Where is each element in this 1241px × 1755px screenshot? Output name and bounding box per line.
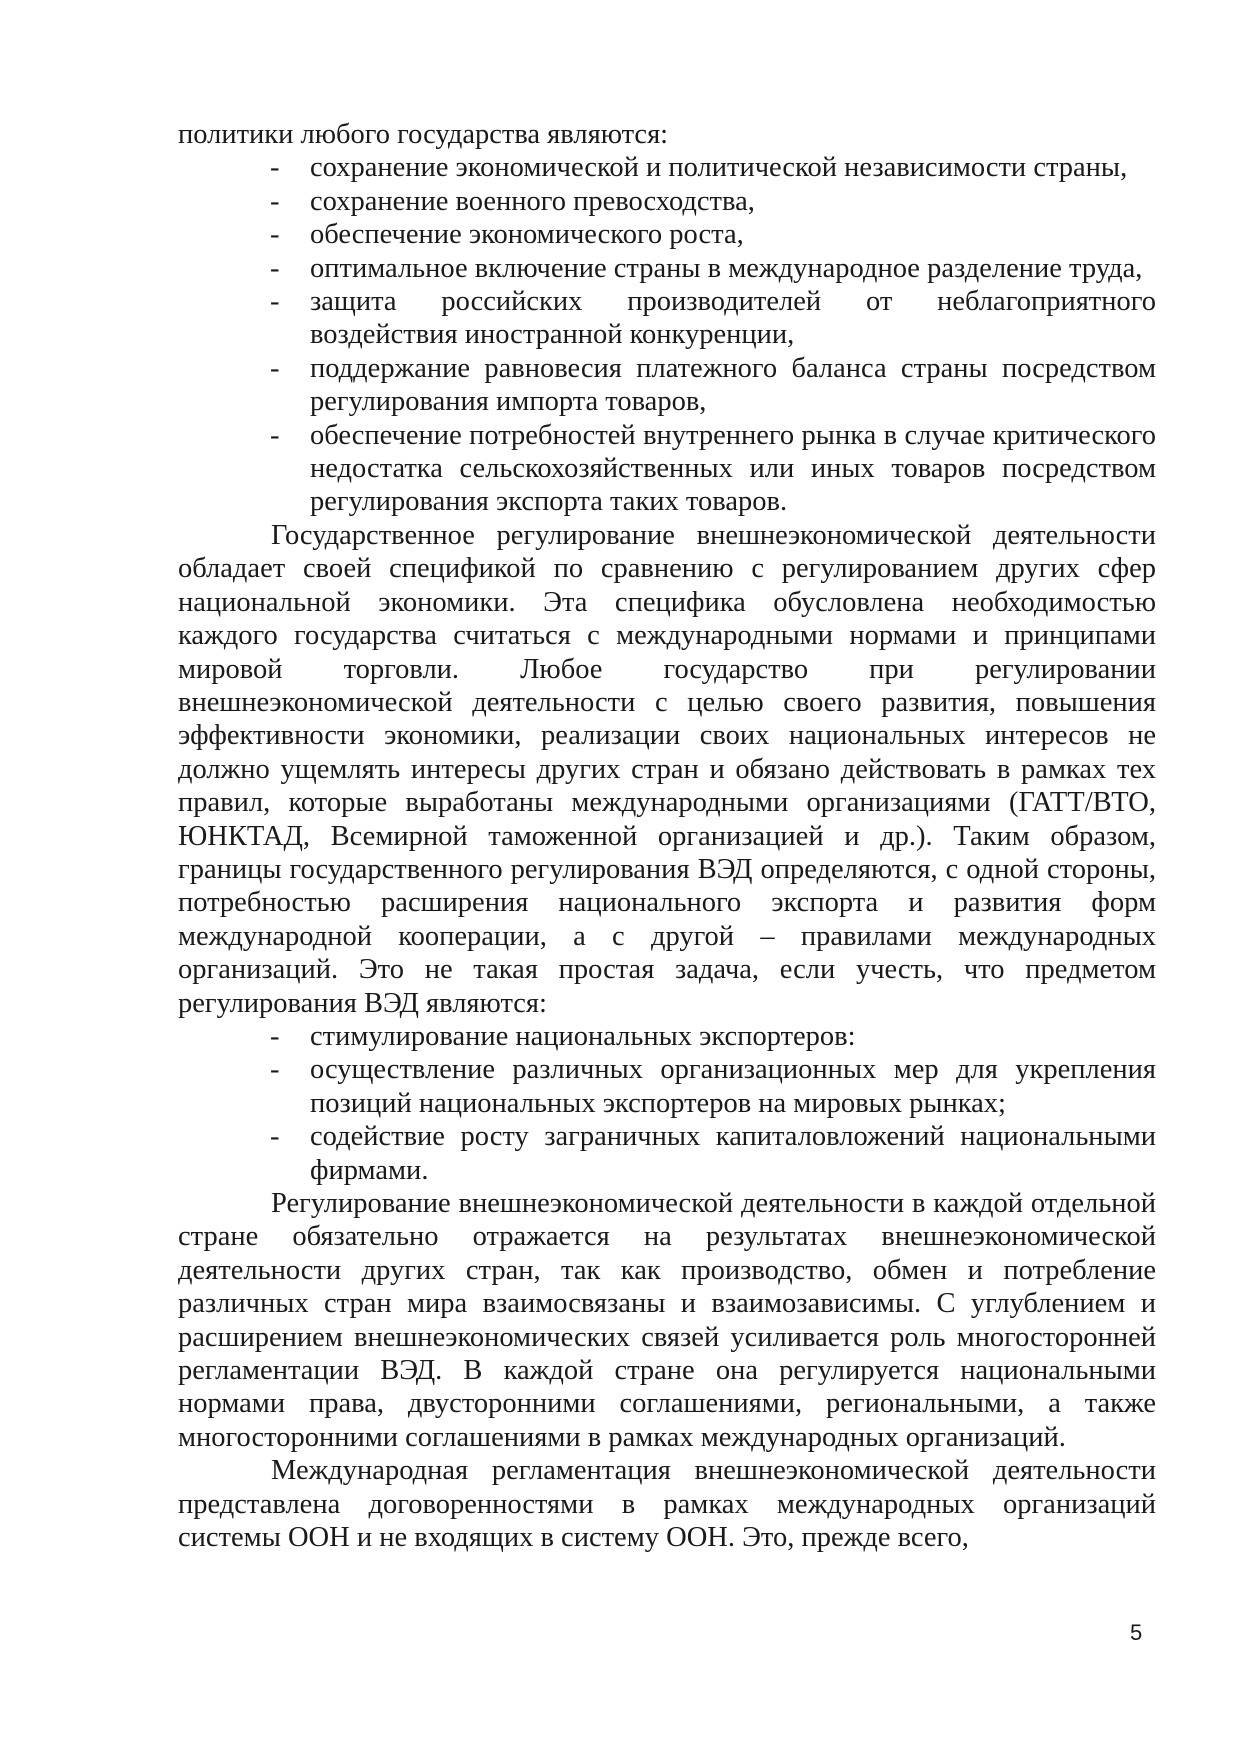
dash-bullet: - [270, 252, 280, 284]
list-item: - обеспечение экономического роста, [270, 219, 744, 251]
dash-bullet: - [270, 152, 280, 184]
list-item: - осуществление различных организационных мер для укрепления позиций национальных экспортеров на мировых рынках; [270, 1054, 1156, 1119]
dash-bullet: - [270, 1054, 280, 1086]
list-item: - защита российских производителей от неблагоприятного воздействия иностранной конкуренции, [270, 286, 1156, 351]
list-item: - содействие росту заграничных капиталовложений национальными фирмами. [270, 1121, 1156, 1186]
list-item: - оптимальное включение страны в международное разделение труда, [270, 252, 1143, 284]
dash-bullet: - [270, 419, 280, 451]
paragraph-international-regulation: Международная регламентация внешнеэкономической деятельности представлена договоренностями в рамках международных организаций системы ООН и не входящих в систему ООН. Это, прежде всего, [178, 1455, 1156, 1554]
paragraph-regulation-specifics: Государственное регулирование внешнеэкономической деятельности обладает своей спецификой по сравнению с регулированием других сфер национальной экономики. Эта специфика обусловлена необходимостью каждого государства считаться с международными нормами и принципами мировой торговли. Любое государство при регулировании внешнеэкономической деятельности с целью своего развития, повышения эффективности экономики, реализации своих национальных интересов не должно ущемлять интересы других стран и обязано действовать в рамках тех правил, которые выработаны международными организациями (ГАТТ/ВТО, ЮНКТАД, Всемирной таможенной организацией и др.). Таким образом, границы государственного регулирования ВЭД определяются, с одной стороны, потребностью расширения национального экспорта и развития форм международной кооперации, а с другой – правилами международных организаций. Это не такая простая задача, если учесть, что предметом регулирования ВЭД являются: [178, 519, 1156, 1019]
page-number: 5 [1130, 1620, 1143, 1645]
paragraph-regulation-effects: Регулирование внешнеэкономической деятельности в каждой отдельной стране обязательно отражается на результатах внешнеэкономической деятельности других стран, так как производство, обмен и потребление различных стран мира взаимосвязаны и взаимозависимы. С углублением и расширением внешнеэкономических связей усиливается роль многосторонней регламентации ВЭД. В каждой стране она регулируется национальными нормами права, двусторонними соглашениями, региональными, а также многосторонними соглашениями в рамках международных организаций. [178, 1188, 1156, 1453]
list-item: - сохранение военного превосходства, [270, 185, 755, 217]
dash-bullet: - [270, 352, 280, 384]
goals-list [178, 151, 1156, 518]
list-item: - поддержание равновесия платежного баланса страны посредством регулирования импорта товаров, [270, 352, 1156, 418]
list-item: - обеспечение потребностей внутреннего рынка в случае критического недостатка сельскохозяйственных или иных товаров посредством регулирования экспорта таких товаров. [270, 419, 1156, 518]
subjects-list [178, 1020, 1156, 1187]
dash-bullet: - [270, 1020, 280, 1052]
dash-bullet: - [270, 185, 280, 217]
list-item: - стимулирование национальных экспортеров: [270, 1020, 856, 1052]
page-body [178, 118, 1156, 1554]
list-item: - сохранение экономической и политической независимости страны, [270, 152, 1128, 184]
dash-bullet: - [270, 1121, 280, 1153]
dash-bullet: - [270, 219, 280, 251]
intro-line: политики любого государства являются: [178, 119, 669, 150]
dash-bullet: - [270, 286, 280, 318]
